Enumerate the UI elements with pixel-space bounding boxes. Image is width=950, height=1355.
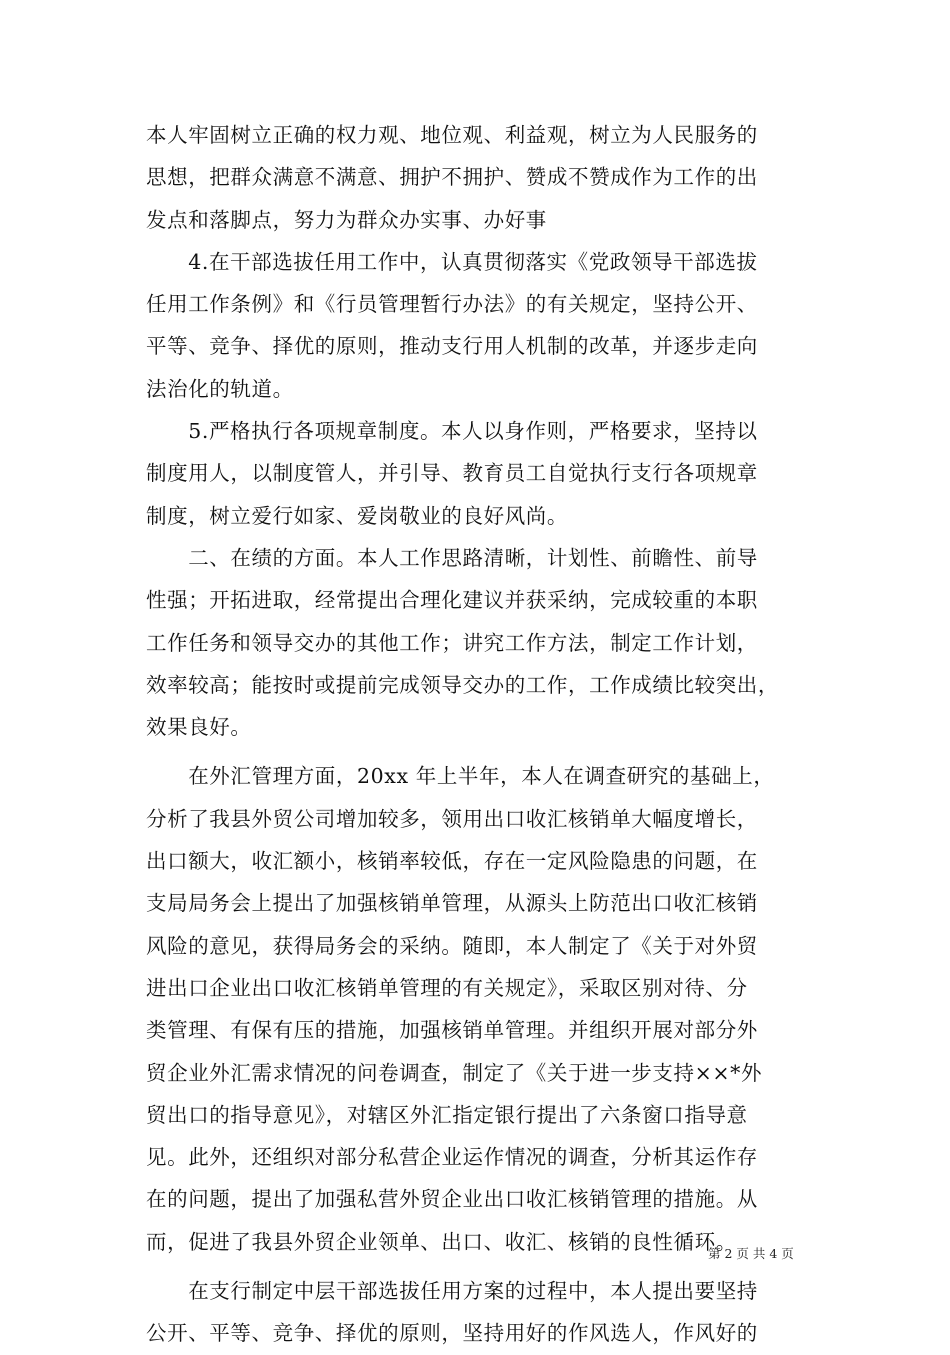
text-line: 制度，树立爱行如家、爱岗敬业的良好风尚。 [146, 503, 568, 528]
text-line: 出口额大，收汇额小，核销率较低，存在一定风险隐患的问题，在 [146, 849, 758, 874]
text-line: 5.严格执行各项规章制度。本人以身作则，严格要求，坚持以 [146, 419, 758, 444]
paragraph-1 [146, 114, 822, 241]
text-line: 公开、平等、竞争、择优的原则，坚持用好的作风选人，作风好的 [146, 1321, 758, 1346]
text-line: 在的问题，提出了加强私营外贸企业出口收汇核销管理的措施。从 [146, 1187, 758, 1212]
text-line: 本人牢固树立正确的权力观、地位观、利益观，树立为人民服务的 [146, 123, 758, 147]
text-line: 贸出口的指导意见》，对辖区外汇指定银行提出了六条窗口指导意 [146, 1102, 748, 1127]
text-line: 而，促进了我县外贸企业领单、出口、收汇、核销的良性循环。 [146, 1229, 737, 1254]
text-line: 制度用人，以制度管人，并引导、教育员工自觉执行支行各项规章 [146, 461, 758, 486]
text-line: 在支行制定中层干部选拔任用方案的过程中，本人提出要坚持 [146, 1279, 758, 1304]
text-line: 贸企业外汇需求情况的问卷调查，制定了《关于进一步支持××*外 [146, 1060, 763, 1085]
text-line: 发点和落脚点，努力为群众办实事、办好事 [146, 207, 547, 232]
text-line: 任用工作条例》和《行员管理暂行办法》的有关规定，坚持公开、 [146, 292, 758, 317]
paragraph-5 [146, 755, 822, 1263]
text-line: 效果良好。 [146, 715, 252, 740]
text-line: 工作任务和领导交办的其他工作；讲究工作方法，制定工作计划， [146, 630, 758, 655]
body-text [146, 114, 822, 1355]
text-line: 平等、竞争、择优的原则，推动支行用人机制的改革，并逐步走向 [146, 334, 758, 359]
text-line: 风险的意见，获得局务会的采纳。随即，本人制定了《关于对外贸 [146, 933, 758, 958]
page-number-footer: 第 2 页 共 4 页 [708, 1246, 794, 1261]
text-line: 见。此外，还组织对部分私营企业运作情况的调查，分析其运作存 [146, 1145, 758, 1170]
paragraph-2 [146, 241, 822, 410]
text-line: 类管理、有保有压的措施，加强核销单管理。并组织开展对部分外 [146, 1018, 758, 1043]
text-line: 法治化的轨道。 [146, 376, 294, 401]
text-line: 在外汇管理方面，20xx 年上半年，本人在调查研究的基础上， [146, 764, 775, 789]
paragraph-4 [146, 537, 822, 748]
text-line: 二、在绩的方面。本人工作思路清晰，计划性、前瞻性、前导 [146, 545, 758, 570]
paragraph-6 [146, 1270, 822, 1355]
text-line: 效率较高；能按时或提前完成领导交办的工作，工作成绩比较突出， [146, 672, 779, 697]
text-line: 思想，把群众满意不满意、拥护不拥护、赞成不赞成作为工作的出 [146, 165, 758, 190]
paragraph-3 [146, 410, 822, 537]
text-line: 性强；开拓进取，经常提出合理化建议并获采纳，完成较重的本职 [146, 588, 758, 613]
text-line: 分析了我县外贸公司增加较多，领用出口收汇核销单大幅度增长， [146, 806, 758, 831]
text-line: 支局局务会上提出了加强核销单管理，从源头上防范出口收汇核销 [146, 891, 758, 916]
text-line: 4.在干部选拔任用工作中，认真贯彻落实《党政领导干部选拔 [146, 249, 758, 274]
text-line: 进出口企业出口收汇核销单管理的有关规定》，采取区别对待、分 [146, 975, 748, 1000]
